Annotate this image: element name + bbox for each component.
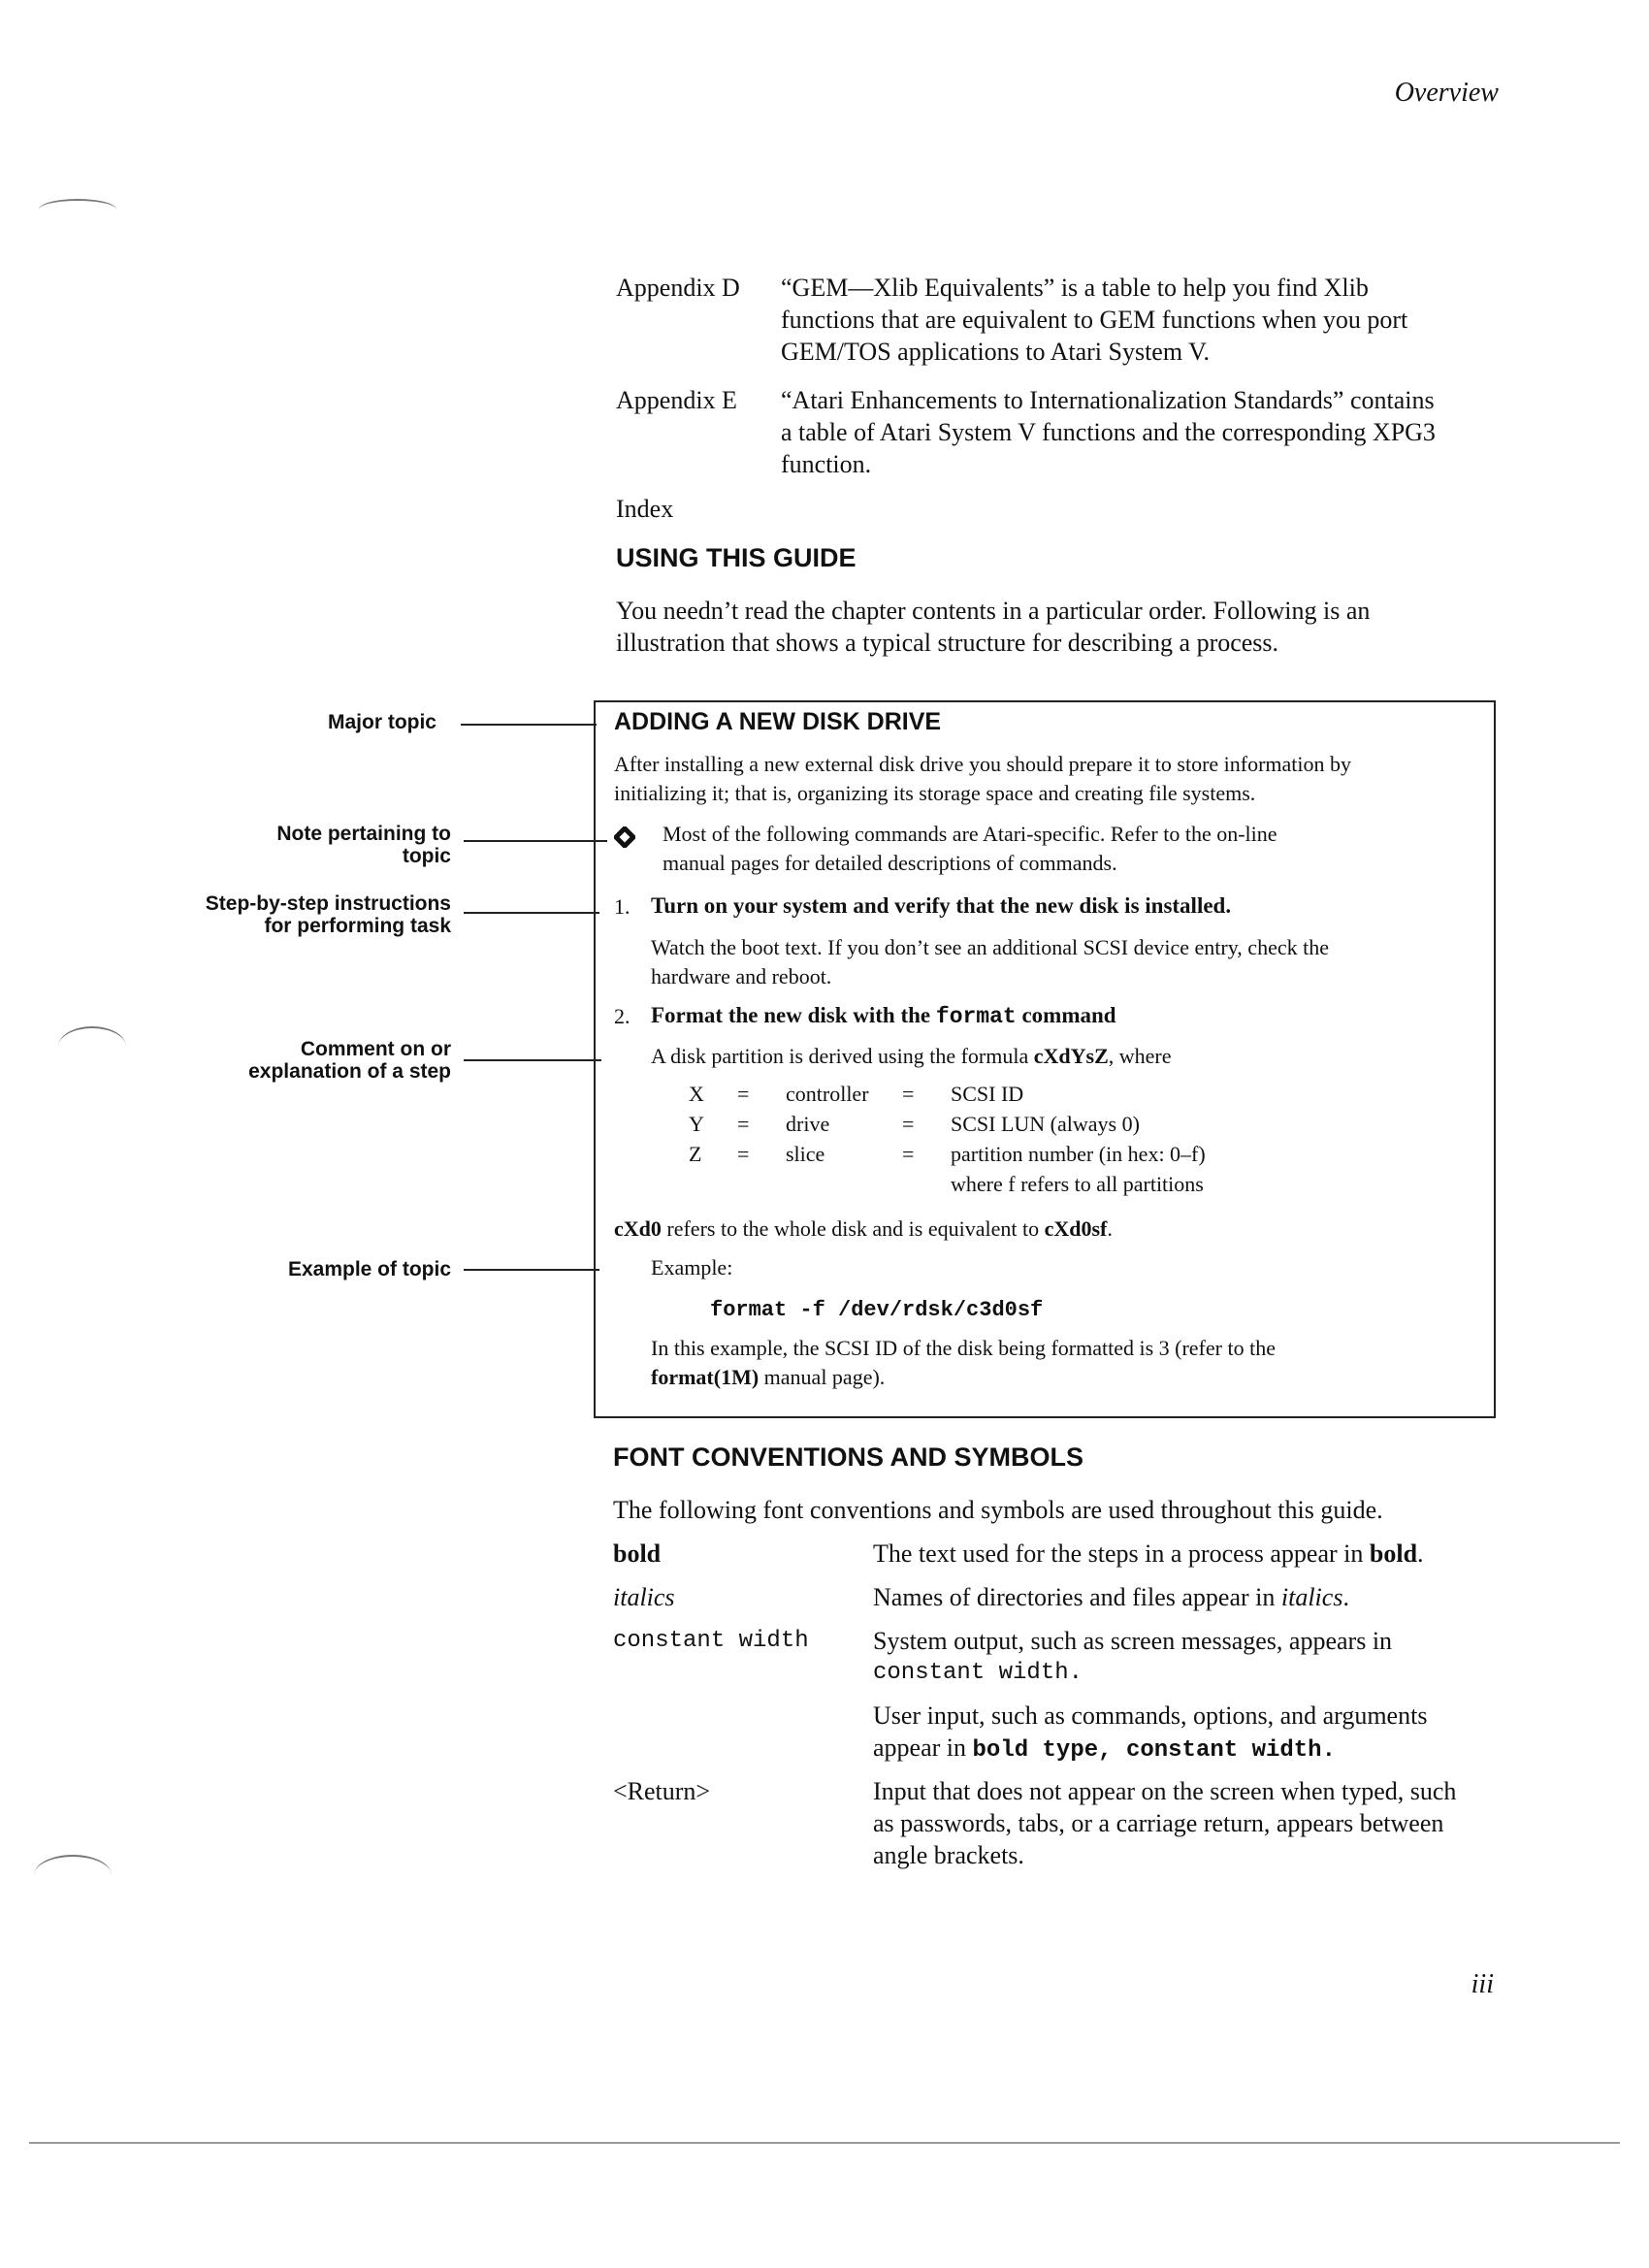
example-explanation xyxy=(651,1334,1485,1392)
explanation-text: manual page). xyxy=(759,1365,886,1389)
intro-line: initializing it; that is, organizing its storage space and creating file systems. xyxy=(614,781,1256,805)
desc-bold-word: bold xyxy=(1369,1539,1418,1568)
para-line: You needn’t read the chapter contents in a particular order. Following is an xyxy=(616,597,1371,625)
note-icon xyxy=(614,826,635,853)
callout-text: explanation of a step xyxy=(248,1060,451,1083)
manual-page-ref: format(1M) xyxy=(651,1365,760,1389)
comment-line: Watch the boot text. If you don’t see an additional SCSI device entry, check the xyxy=(651,935,1329,959)
page-number: iii xyxy=(1471,1969,1494,1999)
callout-text: topic xyxy=(402,845,451,867)
var-name: slice xyxy=(786,1142,825,1166)
whole-disk-text: . xyxy=(1107,1216,1113,1241)
note-line: manual pages for detailed descriptions of commands. xyxy=(663,851,1117,875)
var-symbol: Z xyxy=(689,1142,702,1166)
callout-leader xyxy=(464,1059,601,1061)
disk-name: cXd0 xyxy=(614,1216,662,1241)
var-name: controller xyxy=(786,1082,869,1106)
var-meaning: SCSI LUN (always 0) xyxy=(951,1112,1140,1136)
var-symbol: Y xyxy=(689,1112,704,1136)
callout-leader xyxy=(461,724,597,726)
page-bottom-rule xyxy=(29,2142,1620,2144)
explanation-line: In this example, the SCSI ID of the disk being formatted is 3 (refer to the xyxy=(651,1336,1276,1360)
callout-major-topic xyxy=(146,711,436,733)
desc-line: Input that does not appear on the screen when typed, such xyxy=(873,1777,1457,1805)
desc-text: . xyxy=(1342,1583,1349,1611)
index-label: Index xyxy=(616,495,674,523)
desc-bold xyxy=(873,1538,1494,1570)
whole-disk-text: refers to the whole disk and is equivalent to xyxy=(661,1216,1045,1241)
desc-line: User input, such as commands, options, and arguments xyxy=(873,1701,1428,1730)
running-head: Overview xyxy=(1394,78,1499,108)
callout-text: Example of topic xyxy=(287,1258,451,1280)
desc-line: function. xyxy=(781,450,872,478)
scan-mark xyxy=(39,199,116,220)
using-guide-paragraph xyxy=(616,595,1499,659)
var-name: drive xyxy=(786,1112,830,1136)
comment-text: , where xyxy=(1108,1044,1172,1068)
equals: = xyxy=(737,1082,750,1106)
callout-steps xyxy=(160,892,451,937)
equals: = xyxy=(902,1142,915,1166)
desc-line: System output, such as screen messages, appears in xyxy=(873,1627,1393,1655)
callout-leader xyxy=(464,840,607,842)
desc-constant-width xyxy=(873,1625,1494,1689)
scan-mark xyxy=(58,1026,126,1067)
callout-text: for performing task xyxy=(264,915,451,937)
callout-example xyxy=(160,1258,451,1280)
step-number: 1. xyxy=(614,894,630,919)
var-meaning: SCSI ID xyxy=(951,1082,1024,1106)
callout-note xyxy=(160,823,451,867)
variable-table xyxy=(679,1079,1261,1205)
equals: = xyxy=(902,1082,915,1106)
term-bold: bold xyxy=(613,1539,662,1568)
appendix-label: Appendix D xyxy=(616,274,740,302)
para-line: illustration that shows a typical structure for describing a process. xyxy=(616,629,1279,657)
disk-name: cXd0sf xyxy=(1044,1216,1108,1241)
desc-line: “Atari Enhancements to Internationalization Standards” contains xyxy=(781,386,1435,414)
callout-comment xyxy=(160,1038,451,1083)
intro-line: After installing a new external disk drive you should prepare it to store information by xyxy=(614,752,1352,776)
callout-text: Step-by-step instructions xyxy=(205,892,451,915)
callout-text: Comment on or xyxy=(300,1038,451,1060)
desc-line xyxy=(873,1732,1494,1766)
callout-text: Note pertaining to xyxy=(276,823,451,845)
scan-mark xyxy=(34,1855,112,1895)
desc-line: a table of Atari System V functions and the corresponding XPG3 xyxy=(781,418,1436,446)
desc-line: as passwords, tabs, or a carriage return, appears between xyxy=(873,1809,1444,1837)
box-heading: ADDING A NEW DISK DRIVE xyxy=(614,708,942,735)
font-conventions-intro: The following font conventions and symbols are used throughout this guide. xyxy=(613,1496,1383,1524)
appendix-label: Appendix E xyxy=(616,386,737,414)
desc-line: angle brackets. xyxy=(873,1841,1024,1869)
desc-italic-word: italics xyxy=(1280,1583,1343,1611)
desc-line: “GEM—Xlib Equivalents” is a table to help you find Xlib xyxy=(781,274,1369,302)
callout-leader xyxy=(464,912,599,914)
desc-return xyxy=(873,1775,1494,1871)
desc-text: appear in xyxy=(873,1733,973,1762)
whole-disk-line xyxy=(614,1215,1113,1244)
comment-line: hardware and reboot. xyxy=(651,964,832,988)
comment-text: A disk partition is derived using the formula xyxy=(651,1044,1034,1068)
desc-user-input xyxy=(873,1700,1494,1766)
step-title xyxy=(651,1003,1116,1029)
desc-bold-mono: bold type, constant width. xyxy=(972,1737,1336,1764)
explanation-line xyxy=(651,1363,1485,1392)
box-intro xyxy=(614,750,1487,808)
formula: cXdYsZ xyxy=(1033,1044,1109,1068)
term-return: <Return> xyxy=(613,1777,711,1805)
step-comment xyxy=(651,933,1485,991)
desc-italics xyxy=(873,1581,1494,1613)
box-note xyxy=(663,820,1497,878)
equals: = xyxy=(737,1112,750,1136)
var-note: where f refers to all partitions xyxy=(951,1172,1204,1196)
callout-leader xyxy=(464,1269,599,1271)
term-italics: italics xyxy=(613,1583,675,1611)
equals: = xyxy=(737,1142,750,1166)
example-command: format -f /dev/rdsk/c3d0sf xyxy=(710,1298,1044,1322)
note-line: Most of the following commands are Atari-specific. Refer to the on-line xyxy=(663,822,1277,846)
step-comment xyxy=(651,1042,1172,1071)
step-number: 2. xyxy=(614,1004,630,1028)
desc-text: Names of directories and files appear in xyxy=(873,1583,1281,1611)
example-label: Example: xyxy=(651,1255,733,1280)
title-text: command xyxy=(1016,1003,1116,1027)
var-symbol: X xyxy=(689,1082,704,1106)
title-code: format xyxy=(935,1004,1017,1029)
appendix-description xyxy=(781,384,1499,480)
desc-line: GEM/TOS applications to Atari System V. xyxy=(781,338,1211,366)
appendix-description xyxy=(781,272,1499,368)
section-heading-font-conventions: FONT CONVENTIONS AND SYMBOLS xyxy=(613,1442,1084,1472)
equals: = xyxy=(902,1112,915,1136)
desc-text: . xyxy=(1417,1539,1424,1568)
callout-text: Major topic xyxy=(327,711,436,733)
step-title: Turn on your system and verify that the new disk is installed. xyxy=(651,893,1232,918)
var-meaning: partition number (in hex: 0–f) xyxy=(951,1142,1206,1166)
title-text: Format the new disk with the xyxy=(651,1003,936,1027)
section-heading-using-guide: USING THIS GUIDE xyxy=(616,543,857,572)
desc-text: The text used for the steps in a process appear in xyxy=(873,1539,1370,1568)
desc-line: functions that are equivalent to GEM functions when you port xyxy=(781,306,1408,334)
desc-mono: constant width. xyxy=(873,1660,1083,1686)
term-constant-width: constant width xyxy=(613,1628,809,1654)
